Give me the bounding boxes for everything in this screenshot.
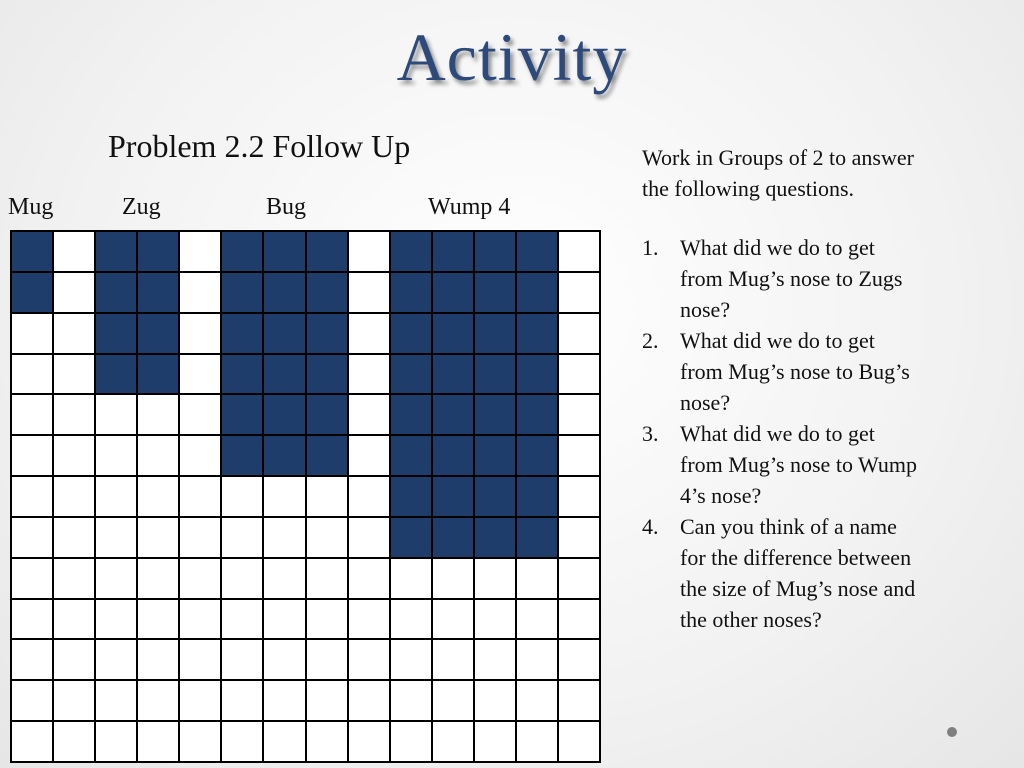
grid-cell [96,518,138,559]
slide-title: Activity [396,19,628,95]
grid-cell [307,436,349,477]
grid-cell [433,355,475,396]
grid-cell [138,395,180,436]
grid-cell [475,559,517,600]
grid-cell [475,600,517,641]
question-number: 2. [642,328,659,353]
question-text: What did we do to get from Mug’s nose to Wump 4’s nose? [680,421,918,508]
grid-cell [307,518,349,559]
grid-cell [138,314,180,355]
grid-cell [391,681,433,722]
grid-cell [349,722,391,763]
grid-cell [138,640,180,681]
grid-cell [180,681,222,722]
grid-cell [433,559,475,600]
instructions-panel [642,142,932,635]
grid-cell [517,600,559,641]
grid-cell [222,722,264,763]
grid-cell [391,640,433,681]
grid-cell [180,559,222,600]
grid-cell [264,436,306,477]
grid-cell [96,559,138,600]
label-mug: Mug [8,194,54,220]
grid-cell [264,640,306,681]
grid-cell [517,436,559,477]
grid-cell [180,518,222,559]
grid-cell [180,600,222,641]
grid-cell [264,600,306,641]
grid-cell [559,600,601,641]
question-text: Can you think of a name for the difference between the size of Mug’s nose and the other noses? [680,514,916,632]
grid-cell [96,314,138,355]
grid-cell [222,518,264,559]
grid-cell [433,395,475,436]
grid-cell [180,232,222,273]
grid-cell [222,232,264,273]
grid-cell [391,395,433,436]
question-item [642,232,932,325]
grid-cell [517,477,559,518]
grid-cell [391,273,433,314]
grid-cell [559,395,601,436]
question-text: What did we do to get from Mug’s nose to Bug’s nose? [680,328,910,415]
grid-cell [12,314,54,355]
grid-cell [433,640,475,681]
grid-cell [138,722,180,763]
grid-cell [349,273,391,314]
grid-cell [138,273,180,314]
grid-cell [264,681,306,722]
grid-cell [12,395,54,436]
grid-cell [12,436,54,477]
grid-cell [433,518,475,559]
grid-cell [349,232,391,273]
grid-cell [222,273,264,314]
grid-cell [433,314,475,355]
grid-cell [180,477,222,518]
grid-cell [349,640,391,681]
grid-cell [517,681,559,722]
grid-cell [54,436,96,477]
grid-cell [12,600,54,641]
grid-cell [349,314,391,355]
label-bug: Bug [266,194,307,220]
grid-cell [12,722,54,763]
slide-dot-decoration [947,727,957,737]
grid-cell [138,355,180,396]
grid-cell [559,232,601,273]
grid-cell [264,518,306,559]
grid-cell [349,681,391,722]
grid-cell [475,395,517,436]
grid-cell [433,436,475,477]
grid-cell [307,600,349,641]
grid-cell [54,477,96,518]
grid-cell [433,273,475,314]
question-item [642,418,932,511]
grid-cell [391,559,433,600]
grid-cell [391,722,433,763]
grid-cell [264,559,306,600]
grid-cell [391,518,433,559]
grid-cell [264,232,306,273]
instructions-intro: Work in Groups of 2 to answer the following questions. [642,145,914,201]
grid-cell [54,273,96,314]
grid-cell [12,640,54,681]
question-text: What did we do to get from Mug’s nose to Zugs nose? [680,235,903,322]
grid-cell [349,355,391,396]
grid-cell [96,681,138,722]
grid-cell [307,232,349,273]
grid-cell [138,559,180,600]
grid-cell [475,355,517,396]
grid-cell [433,232,475,273]
question-number: 4. [642,514,659,539]
grid-cell [180,722,222,763]
question-item [642,325,932,418]
grid-cell [517,640,559,681]
label-wump: Wump 4 [428,194,511,220]
grid-cell [96,477,138,518]
grid-cell [138,477,180,518]
grid-cell [54,518,96,559]
grid-cell [307,640,349,681]
grid-cell [475,314,517,355]
grid-cell [54,395,96,436]
grid-cell [222,559,264,600]
grid-cell [433,477,475,518]
grid-cell [54,600,96,641]
grid-cell [391,314,433,355]
problem-subtitle: Problem 2.2 Follow Up [108,128,411,164]
grid-cell [391,436,433,477]
grid-cell [559,681,601,722]
grid-cell [138,518,180,559]
grid-cell [517,395,559,436]
grid-cell [517,314,559,355]
grid-cell [12,355,54,396]
grid-cell [222,355,264,396]
grid-cell [433,722,475,763]
grid-cell [517,232,559,273]
grid-cell [138,681,180,722]
grid-cell [138,436,180,477]
grid-cell [264,273,306,314]
grid-cell [307,314,349,355]
grid-cell [475,518,517,559]
grid-cell [307,681,349,722]
grid-cell [138,232,180,273]
grid-cell [54,681,96,722]
grid-cell [559,722,601,763]
grid-cell [559,436,601,477]
grid-cell [391,232,433,273]
grid-cell [96,273,138,314]
grid-cell [391,355,433,396]
grid-cell [54,232,96,273]
grid-cell [349,436,391,477]
grid-cell [391,477,433,518]
grid-cell [475,722,517,763]
grid-cell [391,600,433,641]
grid-cell [349,477,391,518]
grid-cell [12,559,54,600]
grid-cell [517,273,559,314]
grid-cell [180,314,222,355]
grid-cell [96,722,138,763]
grid-cell [307,273,349,314]
grid-cell [517,518,559,559]
grid-cell [475,681,517,722]
grid-cell [349,395,391,436]
grid-cell [307,722,349,763]
grid-cell [517,722,559,763]
question-number: 1. [642,235,659,260]
grid-cell [54,355,96,396]
grid-cell [96,395,138,436]
grid-cell [349,518,391,559]
grid-cell [54,640,96,681]
grid-cell [96,600,138,641]
grid-cell [180,436,222,477]
grid-cell [54,314,96,355]
question-item [642,511,932,635]
grid-cell [12,681,54,722]
grid-cell [264,477,306,518]
grid-cell [12,273,54,314]
grid-cell [559,273,601,314]
grid-cell [475,640,517,681]
grid-cell [180,273,222,314]
grid-cell [475,232,517,273]
grid-cell [12,232,54,273]
grid-cell [307,395,349,436]
grid-cell [559,640,601,681]
question-number: 3. [642,421,659,446]
grid-cell [307,477,349,518]
grid-cell [307,355,349,396]
grid-cell [559,559,601,600]
grid-cell [12,518,54,559]
grid-cell [180,640,222,681]
grid-cell [559,518,601,559]
grid-cell [222,681,264,722]
label-zug: Zug [122,194,161,220]
grid-cell [96,640,138,681]
grid-cell [222,600,264,641]
grid-cell [264,314,306,355]
nose-grid [10,230,601,763]
grid-cell [559,355,601,396]
grid-cell [222,395,264,436]
grid-cell [180,395,222,436]
grid-cell [54,559,96,600]
grid-cell [475,477,517,518]
grid-cell [517,559,559,600]
grid-cell [307,559,349,600]
grid-cell [96,436,138,477]
grid-cell [433,600,475,641]
grid-cell [54,722,96,763]
grid-cell [433,681,475,722]
grid-cell [475,436,517,477]
grid-cell [96,355,138,396]
grid-cell [517,355,559,396]
grid-cell [264,355,306,396]
grid-cell [222,314,264,355]
grid-cell [349,559,391,600]
grid-cell [349,600,391,641]
grid-cell [264,395,306,436]
grid-cell [12,477,54,518]
grid-cell [180,355,222,396]
grid-cell [222,436,264,477]
grid-cell [96,232,138,273]
grid-cell [264,722,306,763]
grid-cell [559,477,601,518]
grid-cell [475,273,517,314]
grid-cell [222,477,264,518]
grid-cell [138,600,180,641]
question-list [642,232,932,635]
grid-cell [222,640,264,681]
grid-cell [559,314,601,355]
